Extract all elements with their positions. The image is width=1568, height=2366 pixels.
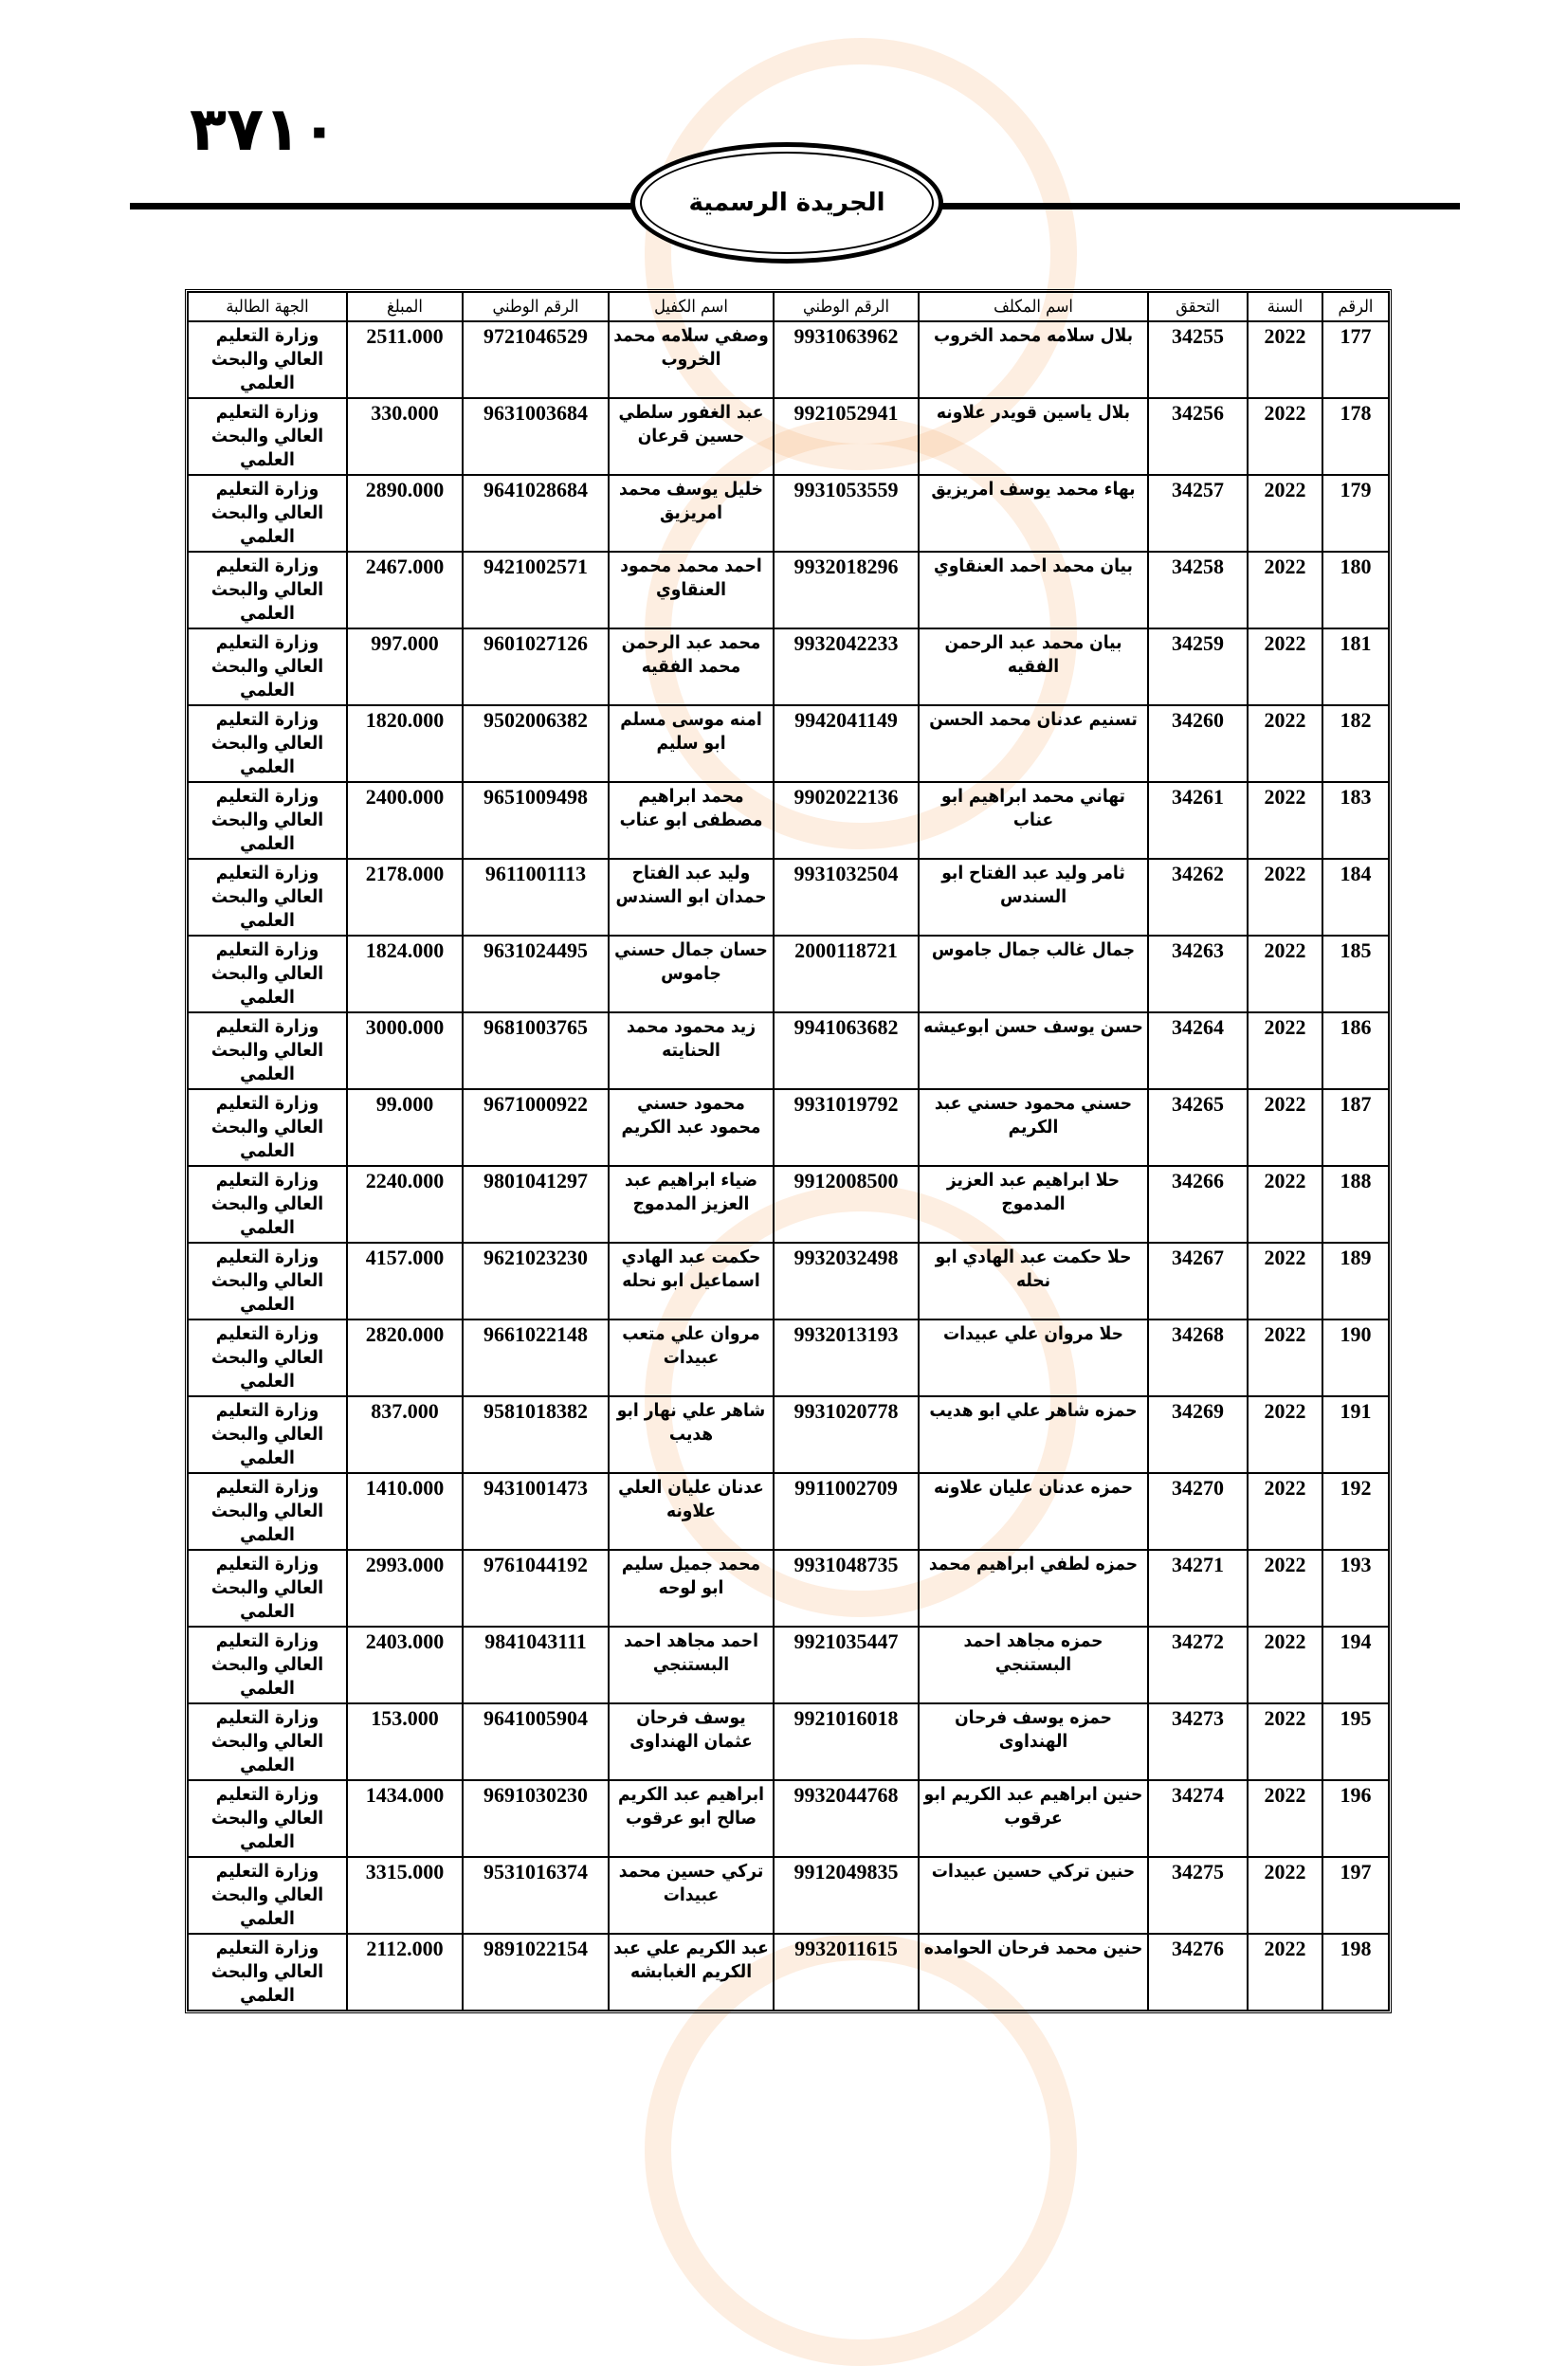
national-id: 9931020778	[774, 1396, 919, 1473]
guarantor-name: محمد جميل سليم ابو لوحه	[609, 1550, 774, 1627]
assessment-number: 34255	[1148, 321, 1248, 398]
table-row	[188, 1934, 1389, 2011]
row-number: 184	[1322, 859, 1389, 936]
taxpayer-name: بهاء محمد يوسف امريزيق	[919, 475, 1148, 552]
guarantor-national-id: 9631024495	[463, 936, 609, 1012]
guarantor-national-id: 9421002571	[463, 552, 609, 628]
taxpayer-name: حمزه شاهر علي ابو هديب	[919, 1396, 1148, 1473]
guarantor-national-id: 9721046529	[463, 321, 609, 398]
national-id: 9921016018	[774, 1703, 919, 1780]
guarantor-national-id: 9611001113	[463, 859, 609, 936]
table-header-row	[188, 292, 1389, 321]
guarantor-national-id: 9621023230	[463, 1243, 609, 1320]
amount: 2178.000	[347, 859, 463, 936]
assessment-number: 34261	[1148, 782, 1248, 859]
national-id: 9911002709	[774, 1473, 919, 1550]
assessment-number: 34271	[1148, 1550, 1248, 1627]
year: 2022	[1248, 859, 1322, 936]
amount: 3315.000	[347, 1857, 463, 1934]
assessment-number: 34270	[1148, 1473, 1248, 1550]
table-row	[188, 628, 1389, 705]
year: 2022	[1248, 552, 1322, 628]
assessment-number: 34260	[1148, 705, 1248, 782]
row-number: 198	[1322, 1934, 1389, 2011]
col-header-taxpayer-name: اسم المكلف	[919, 292, 1148, 321]
row-number: 190	[1322, 1320, 1389, 1396]
guarantor-name: خليل يوسف محمد امريزيق	[609, 475, 774, 552]
national-id: 9932044768	[774, 1780, 919, 1857]
guarantor-national-id: 9661022148	[463, 1320, 609, 1396]
table-row	[188, 859, 1389, 936]
requesting-party: وزارة التعليم العالي والبحث العلمي	[188, 1012, 347, 1089]
taxpayer-name: حلا ابراهيم عبد العزيز المدموج	[919, 1166, 1148, 1243]
row-number: 185	[1322, 936, 1389, 1012]
national-id: 9931048735	[774, 1550, 919, 1627]
year: 2022	[1248, 1396, 1322, 1473]
guarantor-national-id: 9601027126	[463, 628, 609, 705]
guarantor-national-id: 9431001473	[463, 1473, 609, 1550]
col-header-guarantor-national-id: الرقم الوطني	[463, 292, 609, 321]
col-header-guarantor-name: اسم الكفيل	[609, 292, 774, 321]
taxpayer-name: بلال ياسين قويدر علاونه	[919, 398, 1148, 475]
taxpayer-name: حمزه يوسف فرحان الهنداوى	[919, 1703, 1148, 1780]
table-row	[188, 1166, 1389, 1243]
year: 2022	[1248, 1627, 1322, 1703]
amount: 153.000	[347, 1703, 463, 1780]
requesting-party: وزارة التعليم العالي والبحث العلمي	[188, 859, 347, 936]
row-number: 186	[1322, 1012, 1389, 1089]
year: 2022	[1248, 1243, 1322, 1320]
row-number: 196	[1322, 1780, 1389, 1857]
year: 2022	[1248, 1857, 1322, 1934]
row-number: 195	[1322, 1703, 1389, 1780]
requesting-party: وزارة التعليم العالي والبحث العلمي	[188, 321, 347, 398]
requesting-party: وزارة التعليم العالي والبحث العلمي	[188, 936, 347, 1012]
requesting-party: وزارة التعليم العالي والبحث العلمي	[188, 1627, 347, 1703]
amount: 330.000	[347, 398, 463, 475]
guarantor-name: تركي حسين محمد عبيدات	[609, 1857, 774, 1934]
guarantor-name: محمود حسني محمود عبد الكريم	[609, 1089, 774, 1166]
table-row	[188, 1703, 1389, 1780]
guarantor-name: وليد عبد الفتاح حمدان ابو السندس	[609, 859, 774, 936]
guarantor-name: ضياء ابراهيم عبد العزيز المدموج	[609, 1166, 774, 1243]
row-number: 183	[1322, 782, 1389, 859]
guarantor-national-id: 9761044192	[463, 1550, 609, 1627]
col-header-requesting-party: الجهة الطالبة	[188, 292, 347, 321]
year: 2022	[1248, 936, 1322, 1012]
header-oval	[630, 142, 943, 264]
guarantor-national-id: 9671000922	[463, 1089, 609, 1166]
table-row	[188, 475, 1389, 552]
guarantor-national-id: 9841043111	[463, 1627, 609, 1703]
requesting-party: وزارة التعليم العالي والبحث العلمي	[188, 1166, 347, 1243]
national-id: 9931063962	[774, 321, 919, 398]
table-row	[188, 1243, 1389, 1320]
assessment-number: 34268	[1148, 1320, 1248, 1396]
guarantor-name: احمد محمد محمود العنقاوي	[609, 552, 774, 628]
assessment-number: 34273	[1148, 1703, 1248, 1780]
taxpayer-name: بيان محمد عبد الرحمن الفقيه	[919, 628, 1148, 705]
guarantor-national-id: 9531016374	[463, 1857, 609, 1934]
taxpayer-name: حمزه عدنان عليان علاونه	[919, 1473, 1148, 1550]
guarantor-name: حكمت عبد الهادي اسماعيل ابو نحله	[609, 1243, 774, 1320]
guarantor-national-id: 9691030230	[463, 1780, 609, 1857]
table-row	[188, 321, 1389, 398]
row-number: 181	[1322, 628, 1389, 705]
guarantor-national-id: 9631003684	[463, 398, 609, 475]
national-id: 9932013193	[774, 1320, 919, 1396]
taxpayer-name: بلال سلامه محمد الخروب	[919, 321, 1148, 398]
national-id: 2000118721	[774, 936, 919, 1012]
year: 2022	[1248, 398, 1322, 475]
taxpayer-name: حلا مروان علي عبيدات	[919, 1320, 1148, 1396]
guarantor-national-id: 9641028684	[463, 475, 609, 552]
table-row	[188, 1089, 1389, 1166]
national-id: 9912008500	[774, 1166, 919, 1243]
amount: 997.000	[347, 628, 463, 705]
table-row	[188, 1627, 1389, 1703]
row-number: 180	[1322, 552, 1389, 628]
year: 2022	[1248, 705, 1322, 782]
row-number: 179	[1322, 475, 1389, 552]
guarantor-name: محمد عبد الرحمن محمد الفقيه	[609, 628, 774, 705]
table-row	[188, 398, 1389, 475]
year: 2022	[1248, 628, 1322, 705]
assessment-number: 34272	[1148, 1627, 1248, 1703]
amount: 2511.000	[347, 321, 463, 398]
year: 2022	[1248, 1089, 1322, 1166]
year: 2022	[1248, 1012, 1322, 1089]
taxpayer-name: بيان محمد احمد العنقاوي	[919, 552, 1148, 628]
year: 2022	[1248, 1550, 1322, 1627]
col-header-number: الرقم	[1322, 292, 1389, 321]
amount: 1824.000	[347, 936, 463, 1012]
assessment-number: 34266	[1148, 1166, 1248, 1243]
year: 2022	[1248, 1703, 1322, 1780]
row-number: 192	[1322, 1473, 1389, 1550]
national-id: 9902022136	[774, 782, 919, 859]
taxpayer-name: حسني محمود حسني عبد الكريم	[919, 1089, 1148, 1166]
guarantor-name: محمد ابراهيم مصطفى ابو عناب	[609, 782, 774, 859]
amount: 99.000	[347, 1089, 463, 1166]
assessment-number: 34258	[1148, 552, 1248, 628]
col-header-amount: المبلغ	[347, 292, 463, 321]
national-id: 9941063682	[774, 1012, 919, 1089]
guarantor-name: حسان جمال حسني جاموس	[609, 936, 774, 1012]
row-number: 182	[1322, 705, 1389, 782]
guarantor-name: شاهر علي نهار ابو هديب	[609, 1396, 774, 1473]
guarantor-name: يوسف فرحان عثمان الهنداوى	[609, 1703, 774, 1780]
guarantor-national-id: 9681003765	[463, 1012, 609, 1089]
col-header-assessment: التحقق	[1148, 292, 1248, 321]
requesting-party: وزارة التعليم العالي والبحث العلمي	[188, 1703, 347, 1780]
requesting-party: وزارة التعليم العالي والبحث العلمي	[188, 1550, 347, 1627]
guarantor-name: زيد محمود محمد الحنايته	[609, 1012, 774, 1089]
year: 2022	[1248, 1934, 1322, 2011]
guarantor-national-id: 9641005904	[463, 1703, 609, 1780]
requesting-party: وزارة التعليم العالي والبحث العلمي	[188, 705, 347, 782]
row-number: 187	[1322, 1089, 1389, 1166]
gazette-title: الجريدة الرسمية	[688, 189, 885, 217]
table-row	[188, 552, 1389, 628]
guarantor-name: ابراهيم عبد الكريم صالح ابو عرقوب	[609, 1780, 774, 1857]
year: 2022	[1248, 1780, 1322, 1857]
assessment-number: 34259	[1148, 628, 1248, 705]
row-number: 193	[1322, 1550, 1389, 1627]
table-row	[188, 1012, 1389, 1089]
requesting-party: وزارة التعليم العالي والبحث العلمي	[188, 1473, 347, 1550]
guarantor-national-id: 9651009498	[463, 782, 609, 859]
national-id: 9912049835	[774, 1857, 919, 1934]
amount: 2400.000	[347, 782, 463, 859]
national-id: 9932042233	[774, 628, 919, 705]
guarantor-name: عدنان عليان العلي علاونه	[609, 1473, 774, 1550]
year: 2022	[1248, 321, 1322, 398]
col-header-national-id: الرقم الوطني	[774, 292, 919, 321]
table-row	[188, 1473, 1389, 1550]
assessment-number: 34275	[1148, 1857, 1248, 1934]
row-number: 197	[1322, 1857, 1389, 1934]
row-number: 178	[1322, 398, 1389, 475]
assessment-number: 34256	[1148, 398, 1248, 475]
amount: 2890.000	[347, 475, 463, 552]
requesting-party: وزارة التعليم العالي والبحث العلمي	[188, 1089, 347, 1166]
year: 2022	[1248, 475, 1322, 552]
amount: 2820.000	[347, 1320, 463, 1396]
guarantor-name: عبد الكريم علي عبد الكريم الغبابشه	[609, 1934, 774, 2011]
assessment-number: 34264	[1148, 1012, 1248, 1089]
amount: 1820.000	[347, 705, 463, 782]
national-id: 9921035447	[774, 1627, 919, 1703]
year: 2022	[1248, 1473, 1322, 1550]
requesting-party: وزارة التعليم العالي والبحث العلمي	[188, 1320, 347, 1396]
amount: 2403.000	[347, 1627, 463, 1703]
national-id: 9931019792	[774, 1089, 919, 1166]
guarantor-national-id: 9581018382	[463, 1396, 609, 1473]
national-id: 9921052941	[774, 398, 919, 475]
taxpayer-name: جمال غالب جمال جاموس	[919, 936, 1148, 1012]
assessment-number: 34263	[1148, 936, 1248, 1012]
amount: 3000.000	[347, 1012, 463, 1089]
table-row	[188, 705, 1389, 782]
row-number: 177	[1322, 321, 1389, 398]
taxpayer-name: حسن يوسف حسن ابوعيشه	[919, 1012, 1148, 1089]
requesting-party: وزارة التعليم العالي والبحث العلمي	[188, 552, 347, 628]
table-row	[188, 1320, 1389, 1396]
guarantor-national-id: 9801041297	[463, 1166, 609, 1243]
requesting-party: وزارة التعليم العالي والبحث العلمي	[188, 1780, 347, 1857]
amount: 2993.000	[347, 1550, 463, 1627]
taxpayer-name: حنين ابراهيم عبد الكريم ابو عرقوب	[919, 1780, 1148, 1857]
year: 2022	[1248, 782, 1322, 859]
amount: 837.000	[347, 1396, 463, 1473]
national-id: 9931032504	[774, 859, 919, 936]
guarantor-national-id: 9891022154	[463, 1934, 609, 2011]
assessment-number: 34269	[1148, 1396, 1248, 1473]
requesting-party: وزارة التعليم العالي والبحث العلمي	[188, 628, 347, 705]
assessment-number: 34257	[1148, 475, 1248, 552]
amount: 1410.000	[347, 1473, 463, 1550]
taxpayer-name: حمزه لطفي ابراهيم محمد	[919, 1550, 1148, 1627]
col-header-year: السنة	[1248, 292, 1322, 321]
requesting-party: وزارة التعليم العالي والبحث العلمي	[188, 782, 347, 859]
table-row	[188, 1780, 1389, 1857]
national-id: 9932018296	[774, 552, 919, 628]
assessment-number: 34265	[1148, 1089, 1248, 1166]
guarantor-name: احمد مجاهد احمد البستنجي	[609, 1627, 774, 1703]
taxpayer-name: تسنيم عدنان محمد الحسن	[919, 705, 1148, 782]
assessment-number: 34267	[1148, 1243, 1248, 1320]
national-id: 9931053559	[774, 475, 919, 552]
guarantor-name: عبد الغفور سلطي حسين قرعان	[609, 398, 774, 475]
amount: 2240.000	[347, 1166, 463, 1243]
amount: 2467.000	[347, 552, 463, 628]
row-number: 194	[1322, 1627, 1389, 1703]
row-number: 189	[1322, 1243, 1389, 1320]
requesting-party: وزارة التعليم العالي والبحث العلمي	[188, 1934, 347, 2011]
taxpayer-name: حمزه مجاهد احمد البستنجي	[919, 1627, 1148, 1703]
amount: 4157.000	[347, 1243, 463, 1320]
assessment-number: 34276	[1148, 1934, 1248, 2011]
amount: 2112.000	[347, 1934, 463, 2011]
assessment-number: 34262	[1148, 859, 1248, 936]
requesting-party: وزارة التعليم العالي والبحث العلمي	[188, 1243, 347, 1320]
national-id: 9932032498	[774, 1243, 919, 1320]
guarantor-name: مروان علي متعب عبيدات	[609, 1320, 774, 1396]
table-row	[188, 1857, 1389, 1934]
year: 2022	[1248, 1166, 1322, 1243]
guarantor-name: وصفي سلامه محمد الخروب	[609, 321, 774, 398]
table-row	[188, 1550, 1389, 1627]
guarantor-national-id: 9502006382	[463, 705, 609, 782]
requesting-party: وزارة التعليم العالي والبحث العلمي	[188, 1396, 347, 1473]
year: 2022	[1248, 1320, 1322, 1396]
taxpayer-name: حلا حكمت عبد الهادي ابو نحله	[919, 1243, 1148, 1320]
taxpayer-name: حنين محمد فرحان الحوامده	[919, 1934, 1148, 2011]
table-row	[188, 782, 1389, 859]
requesting-party: وزارة التعليم العالي والبحث العلمي	[188, 1857, 347, 1934]
table-row	[188, 936, 1389, 1012]
table-row	[188, 1396, 1389, 1473]
row-number: 191	[1322, 1396, 1389, 1473]
taxpayer-name: ثامر وليد عبد الفتاح ابو السندس	[919, 859, 1148, 936]
requesting-party: وزارة التعليم العالي والبحث العلمي	[188, 475, 347, 552]
taxpayer-name: تهاني محمد ابراهيم ابو عناب	[919, 782, 1148, 859]
amount: 1434.000	[347, 1780, 463, 1857]
national-id: 9932011615	[774, 1934, 919, 2011]
records-table	[185, 289, 1392, 2013]
national-id: 9942041149	[774, 705, 919, 782]
guarantor-name: امنه موسى مسلم ابو سليم	[609, 705, 774, 782]
taxpayer-name: حنين تركي حسين عبيدات	[919, 1857, 1148, 1934]
row-number: 188	[1322, 1166, 1389, 1243]
requesting-party: وزارة التعليم العالي والبحث العلمي	[188, 398, 347, 475]
assessment-number: 34274	[1148, 1780, 1248, 1857]
page-number: ٣٧١٠	[190, 95, 338, 165]
